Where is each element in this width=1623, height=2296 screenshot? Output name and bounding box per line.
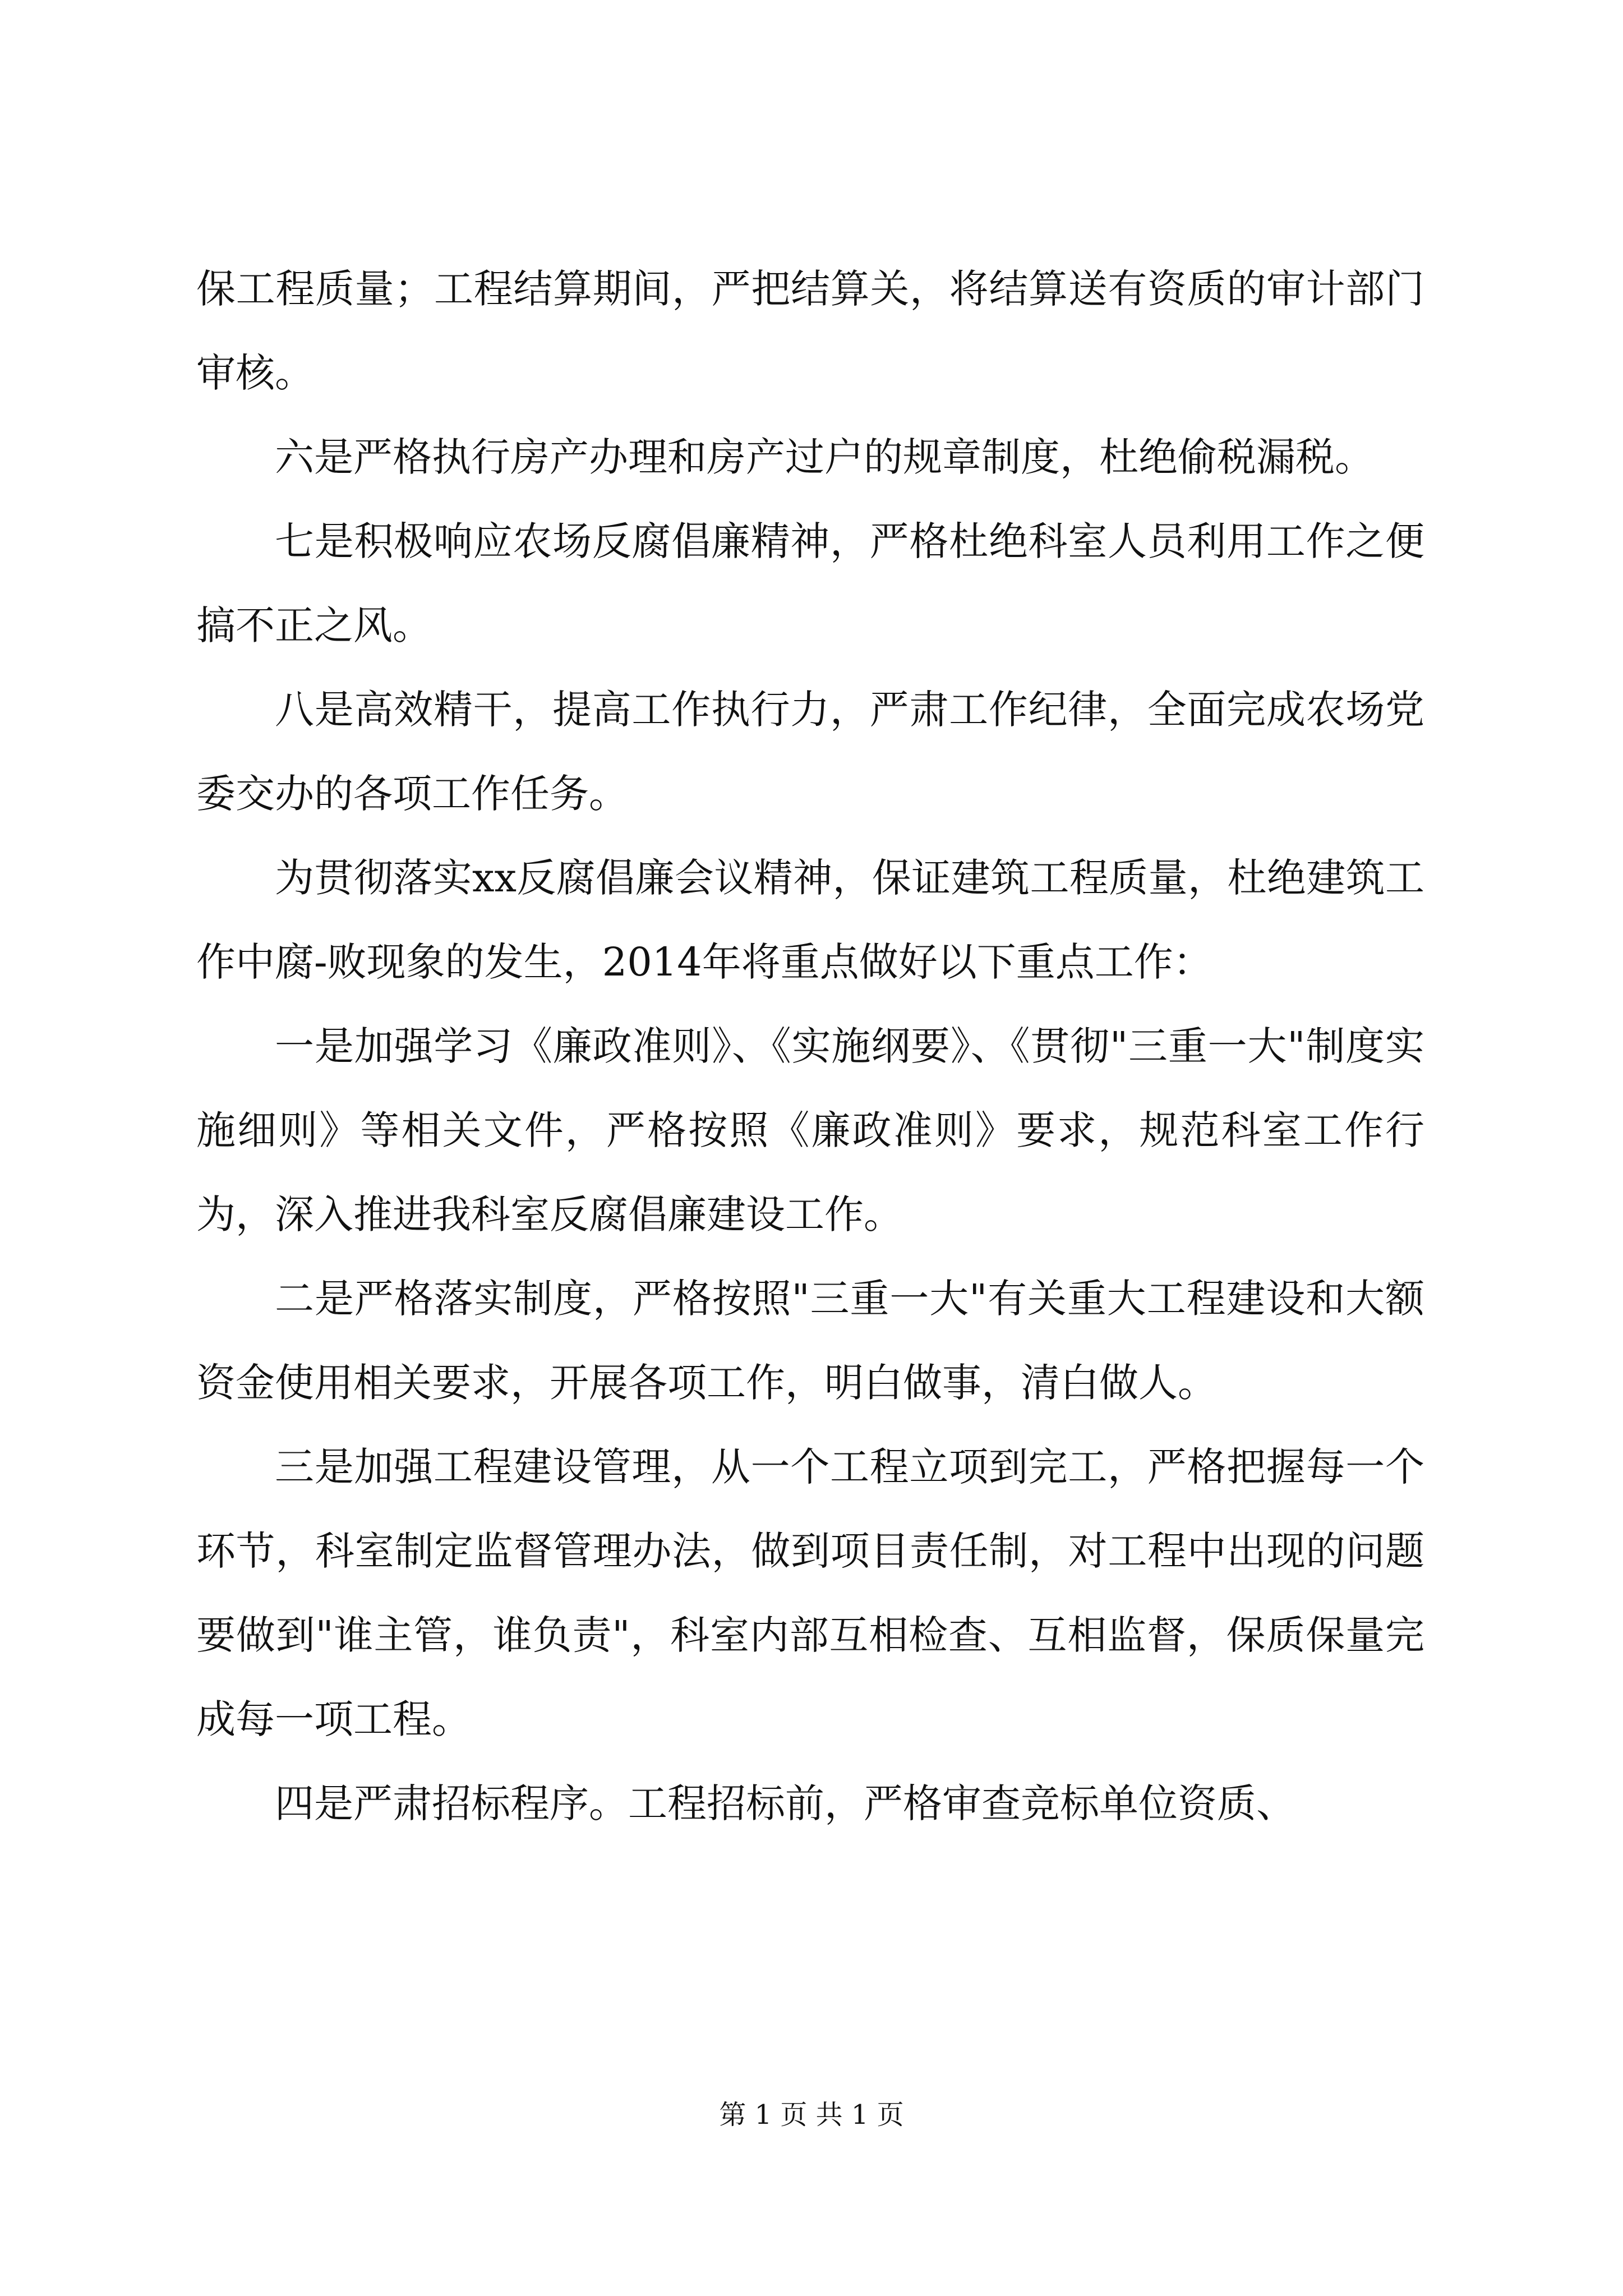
paragraph-intro-2014: 为贯彻落实xx反腐倡廉会议精神，保证建筑工程质量，杜绝建筑工作中腐-败现象的发生，2014年将重点做好以下重点工作： — [196, 855, 1424, 985]
paragraph-continuation: 保工程质量；工程结算期间，严把结算关，将结算送有资质的审计部门审核。 — [196, 266, 1424, 396]
document-body — [196, 247, 1424, 1846]
paragraph-item-1: 一是加强学习《廉政准则》、《实施纲要》、《贯彻"三重一大"制度实施细则》等相关文件，严格按照《廉政准则》要求，规范科室工作行为，深入推进我科室反腐倡廉建设工作。 — [196, 1023, 1424, 1237]
paragraph-item-7: 七是积极响应农场反腐倡廉精神，严格杜绝科室人员利用工作之便搞不正之风。 — [196, 518, 1424, 648]
paragraph-item-6: 六是严格执行房产办理和房产过户的规章制度，杜绝偷税漏税。 — [275, 434, 1374, 480]
paragraph-item-8: 八是高效精干，提高工作执行力，严肃工作纪律，全面完成农场党委交办的各项工作任务。 — [196, 687, 1424, 817]
paragraph-item-4: 四是严肃招标程序。工程招标前，严格审查竞标单位资质、 — [275, 1780, 1295, 1826]
page-number-footer: 第 1 页 共 1 页 — [719, 2099, 904, 2131]
paragraph-item-3: 三是加强工程建设管理，从一个工程立项到完工，严格把握每一个环节，科室制定监督管理办法，做到项目责任制，对工程中出现的问题要做到"谁主管，谁负责"，科室内部互相检查、互相监督，保质保量完成每一项工程。 — [196, 1444, 1424, 1742]
paragraph-item-2: 二是严格落实制度，严格按照"三重一大"有关重大工程建设和大额资金使用相关要求，开展各项工作，明白做事，清白做人。 — [196, 1276, 1424, 1406]
